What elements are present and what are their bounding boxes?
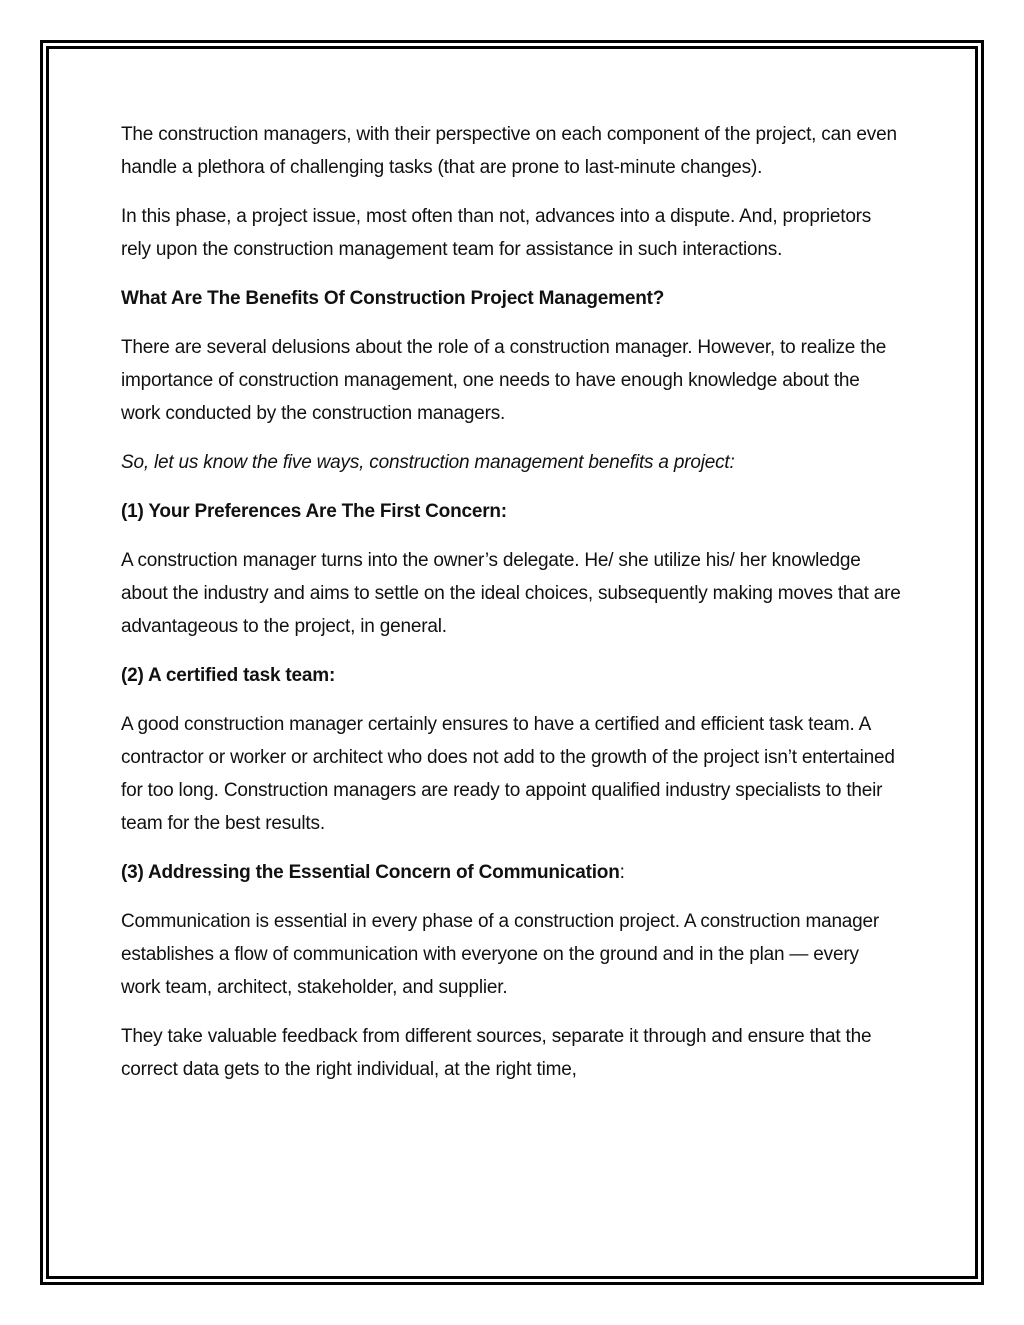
paragraph-delusions: There are several delusions about the role of a construction manager. However, to realize the importance of construction management, one needs to have enough knowledge about the work conducted by the construction managers. xyxy=(121,337,887,424)
paragraph-task-team: A good construction manager certainly ensures to have a certified and efficient task team. A contractor or worker or architect who does not add to the growth of the project isn’t entertained for too long. Construction managers are ready to appoint qualified industry specialists to their team for the best results. xyxy=(121,714,895,834)
paragraph-intro: The construction managers, with their perspective on each component of the project, can even handle a plethora of challenging tasks (that are prone to last-minute changes). xyxy=(121,124,897,178)
paragraph-five-ways: So, let us know the five ways, construction management benefits a project: xyxy=(121,452,735,473)
section-heading-communication-text: (3) Addressing the Essential Concern of Communication xyxy=(121,862,620,883)
section-heading-benefits: What Are The Benefits Of Construction Project Management? xyxy=(121,288,665,309)
paragraph-feedback: They take valuable feedback from different sources, separate it through and ensure that the correct data gets to the right individual, at the right time, xyxy=(121,1026,872,1080)
paragraph-communication: Communication is essential in every phase of a construction project. A construction manager establishes a flow of communication with everyone on the ground and in the plan — every work team, architect, stakeholder, and supplier. xyxy=(121,911,880,998)
document-body xyxy=(121,118,901,1102)
section-heading-communication xyxy=(121,856,901,889)
paragraph-delegate: A construction manager turns into the owner’s delegate. He/ she utilize his/ her knowledge about the industry and aims to settle on the ideal choices, subsequently making moves that are advantageous to the project, in general. xyxy=(121,550,901,637)
section-heading-communication-colon: : xyxy=(619,862,625,883)
section-heading-preferences: (1) Your Preferences Are The First Concern: xyxy=(121,501,507,522)
paragraph-dispute: In this phase, a project issue, most often than not, advances into a dispute. And, proprietors rely upon the construction management team for assistance in such interactions. xyxy=(121,206,872,260)
section-heading-task-team: (2) A certified task team: xyxy=(121,665,336,686)
